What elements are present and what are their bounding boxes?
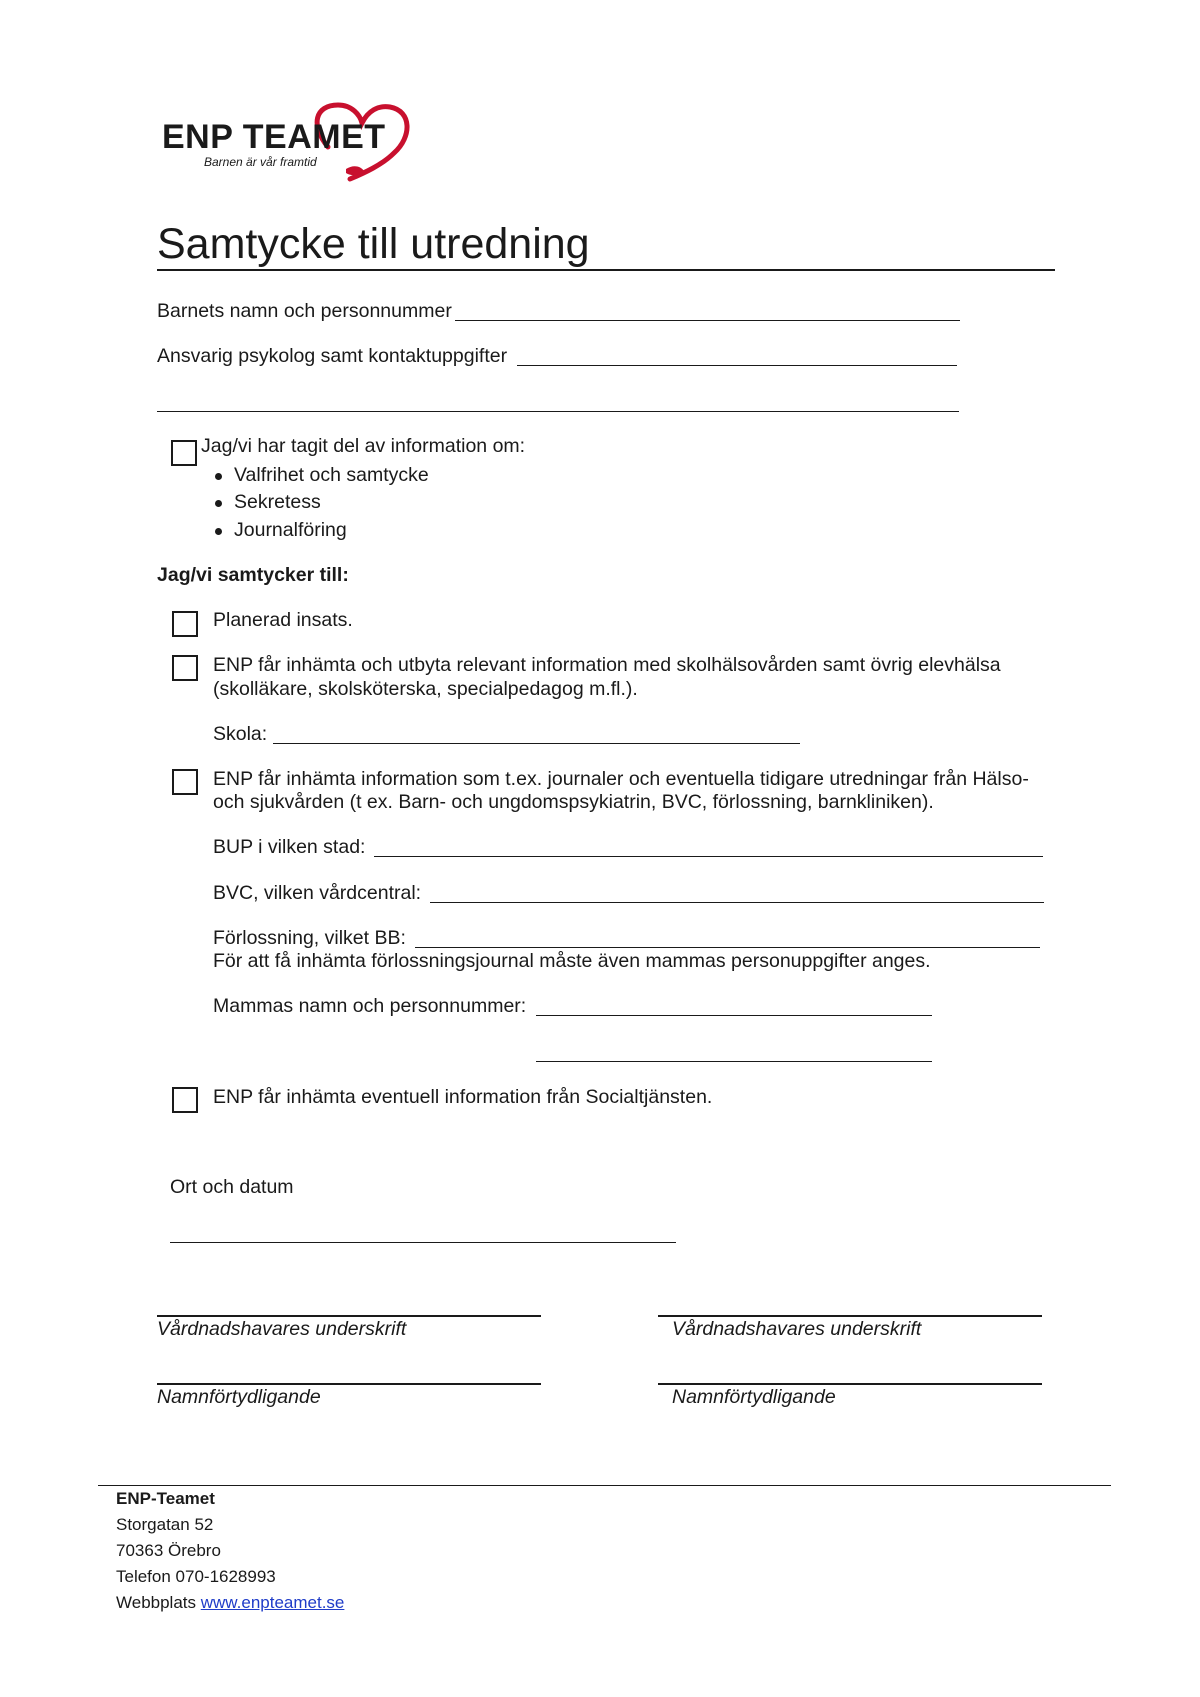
planned-label: Planerad insats. bbox=[213, 609, 353, 631]
bup-field-label: BUP i vilken stad: bbox=[213, 836, 366, 858]
bvc-field[interactable] bbox=[430, 902, 1044, 903]
footer-street: Storgatan 52 bbox=[116, 1515, 214, 1534]
info-bullet-2: Sekretess bbox=[234, 491, 321, 513]
page-title: Samtycke till utredning bbox=[157, 220, 590, 268]
bvc-field-label: BVC, vilken vårdcentral: bbox=[213, 882, 422, 904]
logo-name: ENP TEAMET bbox=[162, 118, 386, 156]
bup-field[interactable] bbox=[374, 856, 1043, 857]
social-checkbox[interactable] bbox=[172, 1087, 198, 1113]
title-rule bbox=[157, 269, 1055, 271]
mother-field-extra[interactable] bbox=[536, 1061, 932, 1062]
footer-web-label: Webbplats bbox=[116, 1593, 197, 1612]
footer-org: ENP-Teamet bbox=[116, 1489, 215, 1508]
consent-heading: Jag/vi samtycker till: bbox=[157, 564, 349, 586]
school-text-line1: ENP får inhämta och utbyta relevant information med skolhälsovården samt övrig elevhälsa bbox=[213, 654, 1001, 676]
info-bullet-1: Valfrihet och samtycke bbox=[234, 464, 429, 486]
name-clarification-label-2: Namnförtydligande bbox=[672, 1386, 836, 1408]
psychologist-label: Ansvarig psykolog samt kontaktuppgifter bbox=[157, 345, 508, 367]
place-date-field[interactable] bbox=[170, 1242, 676, 1243]
website-link[interactable]: www.enpteamet.se bbox=[200, 1593, 345, 1612]
name-clarification-label-1: Namnförtydligande bbox=[157, 1386, 321, 1408]
guardian-signature-label-2: Vårdnadshavares underskrift bbox=[672, 1318, 922, 1340]
birth-field-label: Förlossning, vilket BB: bbox=[213, 927, 406, 949]
bullet-dot bbox=[215, 500, 222, 507]
info-bullet-3: Journalföring bbox=[234, 519, 347, 541]
birth-field[interactable] bbox=[415, 947, 1040, 948]
psychologist-field-extra[interactable] bbox=[157, 411, 959, 412]
logo bbox=[150, 95, 430, 185]
bullet-dot bbox=[215, 528, 222, 535]
healthcare-text-line1: ENP får inhämta information som t.ex. journaler och eventuella tidigare utredningar från Hälso- bbox=[213, 768, 1029, 790]
info-checkbox[interactable] bbox=[171, 440, 197, 466]
mother-field-label: Mammas namn och personnummer: bbox=[213, 995, 527, 1017]
planned-checkbox[interactable] bbox=[172, 611, 198, 637]
school-text-line2: (skolläkare, skolsköterska, specialpedagog m.fl.). bbox=[213, 678, 638, 700]
school-field-label: Skola: bbox=[213, 723, 268, 745]
footer-city: 70363 Örebro bbox=[116, 1541, 221, 1560]
mother-field[interactable] bbox=[536, 1015, 932, 1016]
bullet-dot bbox=[215, 473, 222, 480]
healthcare-checkbox[interactable] bbox=[172, 769, 198, 795]
footer-web bbox=[116, 1592, 344, 1614]
place-date-label: Ort och datum bbox=[170, 1176, 294, 1198]
psychologist-field[interactable] bbox=[517, 365, 957, 366]
school-field[interactable] bbox=[273, 743, 800, 744]
birth-note: För att få inhämta förlossningsjournal måste även mammas personuppgifter anges. bbox=[213, 950, 931, 972]
child-name-label: Barnets namn och personnummer bbox=[157, 300, 452, 322]
info-checkbox-label: Jag/vi har tagit del av information om: bbox=[201, 435, 526, 457]
social-label: ENP får inhämta eventuell information från Socialtjänsten. bbox=[213, 1086, 713, 1108]
school-checkbox[interactable] bbox=[172, 655, 198, 681]
footer-phone: Telefon 070-1628993 bbox=[116, 1567, 276, 1586]
logo-tagline: Barnen är vår framtid bbox=[204, 155, 317, 169]
healthcare-text-line2: och sjukvården (t ex. Barn- och ungdomspsykiatrin, BVC, förlossning, barnkliniken). bbox=[213, 791, 934, 813]
footer-rule bbox=[98, 1485, 1111, 1486]
guardian-signature-label-1: Vårdnadshavares underskrift bbox=[157, 1318, 407, 1340]
child-name-field[interactable] bbox=[455, 320, 960, 321]
